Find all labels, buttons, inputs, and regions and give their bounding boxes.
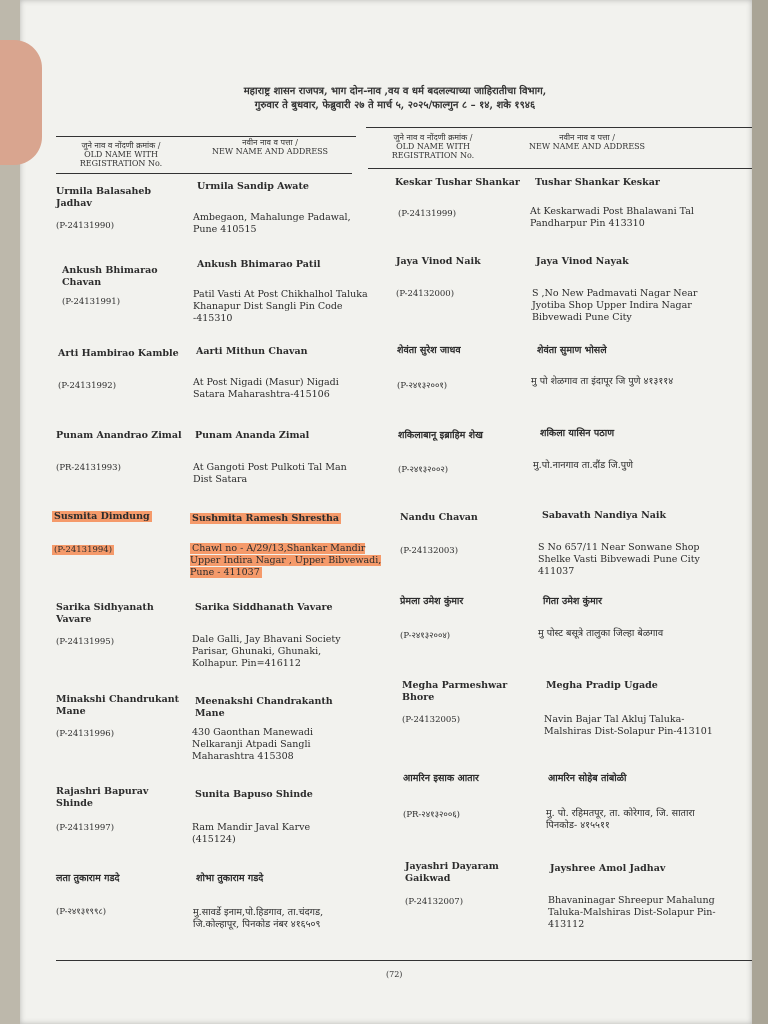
right-new-name-5: Sabavath Nandiya Naik bbox=[542, 510, 667, 521]
left-address-8: Ram Mandir Javal Karve (415124) bbox=[192, 822, 311, 845]
right-old-name-8: आमरिन इसाक आतार bbox=[403, 773, 479, 784]
right-address-6: मु पोस्ट बसूत्रे तालुका जिल्हा बेळगाव bbox=[538, 628, 664, 639]
left-new-name-1: Urmila Sandip Awate bbox=[197, 181, 309, 192]
header-rule-right bbox=[368, 168, 752, 169]
left-reg-2: (P-24131991) bbox=[62, 297, 121, 307]
right-new-name-3: शेवंता सुमाण भोसले bbox=[537, 345, 607, 356]
right-old-name-2: Jaya Vinod Naik bbox=[396, 256, 481, 267]
right-old-name-6: प्रेमला उमेश कुंमार bbox=[400, 596, 464, 607]
right-address-5: S No 657/11 Near Sonwane Shop Shelke Vasti Bibvewadi Pune City 411037 bbox=[538, 542, 700, 577]
right-reg-1: (P-24131999) bbox=[398, 209, 457, 219]
left-reg-3: (P-24131992) bbox=[58, 381, 117, 391]
right-address-8: मु. पो. रहिमतपूर, ता. कोरेगाव, जि. सातारा पिनकोड- ४१५५११ bbox=[546, 808, 695, 831]
right-reg-2: (P-24132000) bbox=[396, 289, 455, 299]
right-reg-3: (P-२४१३२००१) bbox=[397, 381, 448, 391]
col-new-header-left: नवीन नाव व पत्ता / NEW NAME AND ADDRESS bbox=[212, 138, 328, 156]
left-reg-5: (P-24131994) bbox=[54, 545, 113, 555]
left-reg-1: (P-24131990) bbox=[56, 221, 115, 231]
right-address-9: Bhavaninagar Shreepur Mahalung Taluka-Malshiras Dist-Solapur Pin-413112 bbox=[548, 895, 716, 930]
left-address-7: 430 Gaonthan Manewadi Nelkaranji Atpadi Sangli Maharashtra 415308 bbox=[192, 727, 314, 762]
col-old-header-left: जुने नाव व नोंदणी क्रमांक / OLD NAME WITH REGISTRATION No. bbox=[79, 141, 163, 168]
left-address-5: Chawl no - A/29/13,Shankar Mandir Upper Indira Nagar , Upper Bibvewadi, Pune - 411037 bbox=[190, 543, 382, 578]
right-address-1: At Keskarwadi Post Bhalawani Tal Pandharpur Pin 413310 bbox=[530, 206, 694, 229]
left-address-4: At Gangoti Post Pulkoti Tal Man Dist Satara bbox=[193, 462, 347, 485]
left-new-name-5: Sushmita Ramesh Shrestha bbox=[192, 513, 340, 524]
bottom-rule bbox=[56, 960, 752, 961]
right-old-name-4: शकिलाबानू इब्राहिम शेख bbox=[398, 430, 483, 441]
right-new-name-4: शकिला यासिन पठाण bbox=[540, 428, 615, 439]
right-new-name-8: आमरिन सोहेब तांबोळी bbox=[548, 773, 627, 784]
right-reg-4: (P-२४१३२००२) bbox=[398, 465, 449, 475]
col-new-header-right: नवीन नाव व पत्ता / NEW NAME AND ADDRESS bbox=[529, 133, 645, 151]
left-old-name-1: Urmila Balasaheb Jadhav bbox=[56, 186, 152, 209]
left-new-name-7: Meenakshi Chandrakanth Mane bbox=[195, 696, 333, 719]
right-reg-5: (P-24132003) bbox=[400, 546, 459, 556]
right-old-name-5: Nandu Chavan bbox=[400, 512, 478, 523]
left-old-name-7: Minakshi Chandrukant Mane bbox=[56, 694, 180, 717]
right-old-name-7: Megha Parmeshwar Bhore bbox=[402, 680, 508, 703]
left-new-name-3: Aarti Mithun Chavan bbox=[196, 346, 308, 357]
right-reg-9: (P-24132007) bbox=[405, 897, 464, 907]
right-old-name-1: Keskar Tushar Shankar bbox=[395, 177, 520, 188]
page-number: (72) bbox=[386, 970, 403, 979]
left-reg-6: (P-24131995) bbox=[56, 637, 115, 647]
left-reg-4: (PR-24131993) bbox=[56, 463, 121, 473]
header-rule-left bbox=[56, 173, 352, 174]
col-old-header-right: जुने नाव व नोंदणी क्रमांक / OLD NAME WITH REGISTRATION No. bbox=[391, 133, 475, 160]
left-old-name-6: Sarika Sidhyanath Vavare bbox=[56, 602, 154, 625]
right-address-4: मु.पो.नानगाव ता.दौंड जि.पुणे bbox=[533, 460, 633, 471]
right-new-name-1: Tushar Shankar Keskar bbox=[535, 177, 660, 188]
left-old-name-5: Susmita Dimdung bbox=[54, 511, 150, 522]
left-new-name-4: Punam Ananda Zimal bbox=[195, 430, 310, 441]
left-new-name-2: Ankush Bhimarao Patil bbox=[197, 259, 321, 270]
background-right bbox=[752, 0, 768, 1024]
left-address-9: मु.सावर्डे इनाम,पो.हिडगाव, ता.चंदगड, जि.कोल्हापूर, पिनकोड नंबर ४१६५०९ bbox=[193, 907, 324, 930]
left-address-6: Dale Galli, Jay Bhavani Society Parisar, Ghunaki, Ghunaki, Kolhapur. Pin=416112 bbox=[192, 634, 341, 669]
left-new-name-6: Sarika Siddhanath Vavare bbox=[195, 602, 333, 613]
right-reg-6: (P-२४१३२००४) bbox=[400, 631, 451, 641]
right-old-name-3: शेवंता सुरेश जाधव bbox=[397, 345, 461, 356]
right-new-name-9: Jayshree Amol Jadhav bbox=[550, 863, 666, 874]
right-reg-7: (P-24132005) bbox=[402, 715, 461, 725]
right-address-2: S ,No New Padmavati Nagar Near Jyotiba Shop Upper Indira Nagar Bibvewadi Pune City bbox=[532, 288, 698, 323]
right-new-name-7: Megha Pradip Ugade bbox=[546, 680, 658, 691]
left-address-2: Patil Vasti At Post Chikhalhol Taluka Khanapur Dist Sangli Pin Code -415310 bbox=[193, 289, 368, 324]
left-old-name-4: Punam Anandrao Zimal bbox=[56, 430, 182, 441]
left-reg-9: (P-२४१३१९९८) bbox=[56, 907, 107, 917]
left-old-name-8: Rajashri Bapurav Shinde bbox=[56, 786, 149, 809]
top-rule-left bbox=[56, 136, 356, 137]
left-old-name-2: Ankush Bhimarao Chavan bbox=[62, 265, 158, 288]
right-old-name-9: Jayashri Dayaram Gaikwad bbox=[405, 861, 499, 884]
left-reg-7: (P-24131996) bbox=[56, 729, 115, 739]
gazette-header-line1: महाराष्ट्र शासन राजपत्र, भाग दोन-नाव ,वय व धर्म बदलल्याच्या जाहिरातीचा विभाग, bbox=[243, 86, 547, 97]
holding-finger bbox=[0, 40, 42, 165]
left-reg-8: (P-24131997) bbox=[56, 823, 115, 833]
left-address-1: Ambegaon, Mahalunge Padawal, Pune 410515 bbox=[193, 212, 351, 235]
left-address-3: At Post Nigadi (Masur) Nigadi Satara Maharashtra-415106 bbox=[193, 377, 339, 400]
right-new-name-2: Jaya Vinod Nayak bbox=[536, 256, 629, 267]
gazette-header-line2: गुरुवार ते बुधवार, फेब्रुवारी २७ ते मार्च ५, २०२५/फाल्गुन ८ – १४, शके १९४६ bbox=[254, 100, 536, 111]
left-old-name-9: लता तुकाराम गडदे bbox=[56, 873, 120, 884]
left-old-name-3: Arti Hambirao Kamble bbox=[58, 348, 179, 359]
left-new-name-9: शोभा तुकाराम गडदे bbox=[196, 873, 264, 884]
right-address-3: मु पो शेळगाव ता इंदापूर जि पुणे ४१३११४ bbox=[531, 376, 674, 387]
top-rule-right bbox=[366, 127, 752, 128]
left-new-name-8: Sunita Bapuso Shinde bbox=[195, 789, 313, 800]
right-new-name-6: गिता उमेश कुंमार bbox=[543, 596, 602, 607]
right-address-7: Navin Bajar Tal Akluj Taluka-Malshiras Dist-Solapur Pin-413101 bbox=[544, 714, 713, 737]
right-reg-8: (PR-२४१३२००६) bbox=[403, 810, 460, 820]
